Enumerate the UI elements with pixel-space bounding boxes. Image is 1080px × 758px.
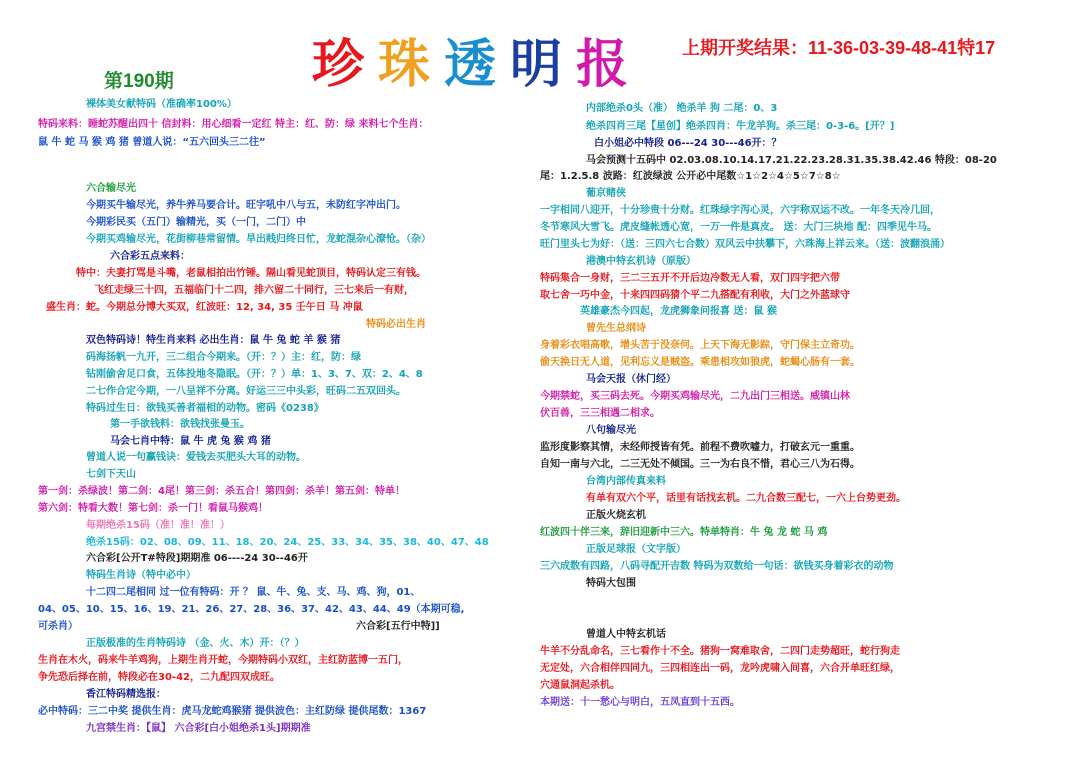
text-line: 英雄豪杰今四起，龙虎狮象问报喜 送：鼠 猴: [580, 306, 777, 317]
text-line: 自知一南与六北，二三无处不倾国。三一为右良不惜，君心三八为石得。: [540, 459, 860, 470]
text-line: 取七舍一巧中金，十来四四码猜个平二九搭配有利收，大门之外蓝球守: [540, 290, 850, 301]
text-line: 二七作合定今期，一八呈祥不分离。好运三三中头彩，旺码二五双回头。: [86, 386, 406, 397]
text-line: 台湾内部传真来料: [586, 476, 666, 487]
text-line: 双色特码诗！特生肖来料 必出生肖：鼠 牛 兔 蛇 羊 猴 猪: [86, 335, 341, 346]
text-line: 特码集合一身财，三二三五开不开后边冷数无人看，双门四字把六带: [540, 273, 840, 284]
text-line: 十二四二尾相同 过一位有特码：开 ？ 鼠、牛、兔、支、马、鸡、狗，01、: [86, 587, 421, 598]
text-line: 红波四十伴三来，辞旧迎新中三六。特单特肖：牛 兔 龙 蛇 马 鸡: [540, 527, 828, 538]
text-line: 04、05、10、15、16、19、21、26、27、28、36、37、42、43、44、49（本期可稳,: [38, 604, 465, 615]
issue-number: 第190期: [104, 71, 174, 92]
text-line: 马会七肖中特：鼠 牛 虎 兔 猴 鸡 猪: [110, 436, 271, 447]
text-line: 第六剑：特看大数！第七剑：杀一门！看鼠马猴鸡！: [38, 503, 268, 514]
text-line: 七剑下天山: [86, 469, 136, 480]
text-line: 冬节寒风大雪飞。虎皮缝帐透心宽，一万一件是真皮。 送：大门三块地 配：四季见牛马。: [540, 222, 937, 233]
text-line: 六合输尽光: [86, 183, 136, 194]
text-line: 盛生肖：蛇。今期总分博大买双，红波旺：12, 34, 35 壬午日 马 冲鼠: [46, 302, 363, 313]
text-line: 钻刚偷舍足口食，五体投地冬隐眠。（开：？）单：1、3、7、双：2、4、8: [86, 369, 423, 380]
text-line: 飞红走绿三十四，五福临门十二四，排六留二十同行，三七来后一有财，: [94, 285, 414, 296]
text-line: 三六成数有四路，八码寻配开吉数 特码为双数给一句话：欲钱买身着彩衣的动物: [540, 561, 894, 572]
text-line: 香江特码精选报：: [86, 689, 166, 700]
last-draw-result: 上期开奖结果：11-36-03-39-48-41特17: [682, 38, 996, 58]
text-line: 白小姐必中特段 06---24 30---46开：？: [594, 138, 782, 149]
text-line: 监形度影察其情，未经师授皆有凭。前程不费吹嘘力，打破玄元一重重。: [540, 442, 860, 453]
text-line: 九宫禁生肖：【鼠】 六合彩[白小姐绝杀1头]期期准: [86, 723, 311, 734]
title-char: 明: [510, 34, 577, 95]
text-line: 裸体美女献特码（准确率100%）: [86, 99, 237, 110]
text-line: 特码必出生肖: [366, 319, 426, 330]
text-line: 可杀肖）: [38, 621, 78, 632]
text-line: 港澳中特玄机诗（原版）: [586, 256, 696, 267]
text-line: 鼠 牛 蛇 马 猴 鸡 猪 曾道人说：“五六回头三二往”: [38, 137, 266, 148]
title-char: 珍: [312, 34, 379, 95]
text-line: 绝杀15码：02、08、09、11、18、20、24、25、33、34、35、38、40、47、48: [86, 537, 489, 548]
text-line: 牛羊不分乱命名，三七看作十不全。猪狗一窝难取舍，二四门走势超旺，蛇行狗走: [540, 646, 900, 657]
text-line: 今期禁蛇，买三码去死。今期买鸡输尽光，二九出门三相送。威镇山林: [540, 391, 850, 402]
text-line: 葡京赌侠: [586, 188, 626, 199]
text-line: 必中特码：三二中奖 提供生肖：虎马龙蛇鸡猴猪 提供波色：主红防绿 提供尾数：1367: [38, 706, 427, 717]
title-char: 珠: [378, 34, 445, 95]
text-line: 今期买鸡输尽光，花街柳巷常留情。旱出贱归终日忙，龙蛇混杂心潦怆。（杂）: [86, 234, 431, 245]
text-line: 特码过生日：欲钱买善者福相的动物。密码《0238》: [86, 403, 324, 414]
text-line: 曾道人说一句赢钱诀：爱钱去买肥头大耳的动物。: [86, 452, 306, 463]
text-line: 有单有双六个平，话里有话找玄机。二九合数三配七，一六上台势更劲。: [586, 493, 906, 504]
text-line: 身着彩衣唱高歌，增头苦于没奈何。上天下海无影踪，守门保主立奇功。: [540, 340, 860, 351]
text-line: 特码生肖诗（特中必中）: [86, 570, 196, 581]
title-char: 透: [444, 34, 511, 95]
text-line: 一字相同八迎开，十分珍贵十分财。红珠绿字泻心灵，六字称双运不改。一年冬天冷几回，: [540, 205, 940, 216]
text-line: 第一剑：杀绿波！第二剑：4尾！第三剑：杀五合！第四剑：杀羊！第五剑：特单！: [38, 486, 405, 497]
text-line: 六合彩[公开T#特段]期期准 06----24 30--46开: [86, 553, 308, 564]
text-line: 本期送：十一愁心与明白，五凤直到十五西。: [540, 697, 740, 708]
text-line: 六合彩[五行中特]]: [356, 621, 440, 632]
text-line: 每期绝杀15码（准！准！准！）: [86, 520, 230, 531]
text-line: 生肖在木火，码来牛羊鸡狗，上期生肖开蛇，今期特码小双红，主红防蓝博一五门，: [38, 655, 408, 666]
text-line: 正版火烧玄机: [586, 510, 646, 521]
text-line: 内部绝杀0头（准） 绝杀羊 狗 二尾：0、3: [586, 103, 778, 114]
text-line: 正版极准的生肖特码诗 （金、火、木）开：（？）: [86, 638, 305, 649]
text-line: 马会天报（休门经）: [586, 374, 676, 385]
text-line: 绝杀四肖三尾【星创】绝杀四肖：牛龙羊狗。杀三尾：0-3-6。[开？]: [586, 121, 895, 132]
text-line: 正版足球报（文字版）: [586, 544, 686, 555]
text-line: 今期买牛输尽光，养牛养马要合计。旺字吼中八与五，未防红字冲出门。: [86, 200, 406, 211]
text-line: 特中：夫妻打骂是斗嘴，老鼠相拍出竹锤。隔山看见蛇顶目，特码认定三有钱。: [76, 268, 426, 279]
text-line: 马会预测十五码中 02.03.08.10.14.17.21.22.23.28.31.35.38.42.46 特段：08-20: [586, 155, 997, 166]
text-line: 无定处，六合相伴四同九，三四相连出一码，龙吟虎啸入间喜，六合开单旺红绿，: [540, 663, 900, 674]
text-line: 今期彩民买（五门）输精光，买（一门，二门）中: [86, 217, 306, 228]
text-line: 特码来料：睡蛇苏醒出四十 信封料：用心细看一定红 特主：红、防：绿 来料七个生肖：: [38, 119, 429, 130]
text-line: 特码大包围: [586, 578, 636, 589]
text-line: 伏百兽，三三相遇二相求。: [540, 408, 660, 419]
text-line: 曾道人中特玄机话: [586, 629, 666, 640]
text-line: 八句输尽光: [586, 425, 636, 436]
title-char: 报: [576, 34, 643, 95]
text-line: 尾：1.2.5.8 波路：红波绿波 公开必中尾数☆1☆2☆4☆5☆7☆8☆: [540, 171, 841, 182]
text-line: 偷天换日无人道，见利忘义是贼盗。乘患相攻如狼虎，蛇蝎心肠有一套。: [540, 357, 860, 368]
text-line: 六合彩五点来料：: [110, 251, 190, 262]
text-line: 旺门里头七为好：（送：三四六七合数）双风云中扶攀下，六珠海上祥云来。（送：波翻浪涌）: [540, 239, 950, 250]
text-line: 曾先生总纲诗: [586, 323, 646, 334]
text-line: 第一手欲钱料：欲钱找张曼玉。: [110, 419, 250, 430]
text-line: 码海扬帆一九开，三二组合今期来。（开：？）主：红，防：绿: [86, 352, 361, 363]
text-line: 穴通鼠洞起杀机。: [540, 680, 620, 691]
newspaper-title: [312, 22, 642, 97]
text-line: 争先恐后择在前，特段必在30-42，二九配四双成旺。: [38, 672, 280, 683]
